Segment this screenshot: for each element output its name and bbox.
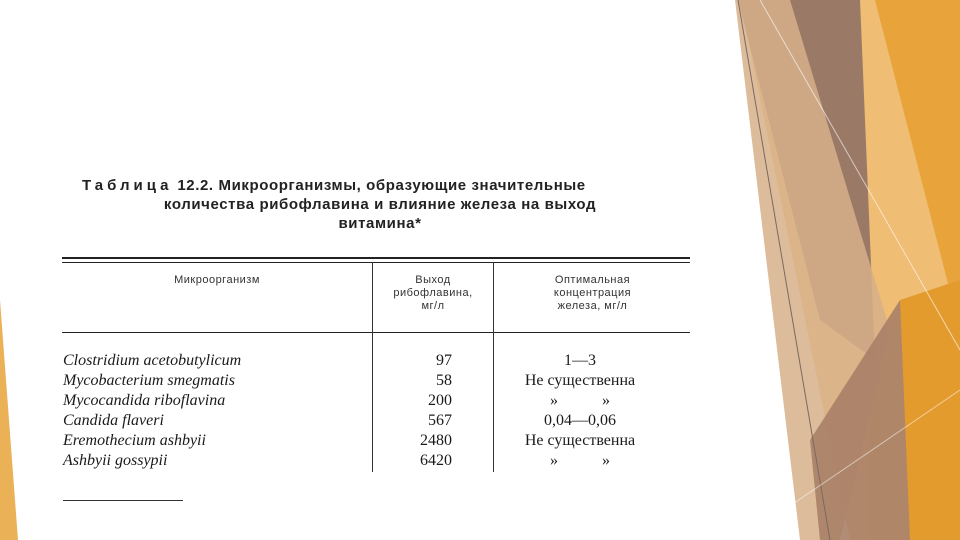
- row-organism: Ashbyii gossypii: [63, 452, 168, 469]
- caption-line-1: [60, 176, 700, 195]
- row-yield: 97: [436, 352, 452, 369]
- row-iron: 1—3: [564, 352, 596, 369]
- row-yield: 58: [436, 372, 452, 389]
- header-yield: [374, 274, 492, 313]
- caption-lead: Таблица: [82, 177, 173, 194]
- row-iron: » »: [550, 452, 610, 469]
- row-organism: Candida flaveri: [63, 412, 164, 429]
- header-yield-line-2: рибофлавина,: [393, 287, 473, 299]
- table-top-rule-thin: [62, 262, 690, 263]
- caption-number: 12.2.: [177, 177, 214, 194]
- row-iron: Не существенна: [524, 372, 636, 389]
- row-iron: Не существенна: [524, 432, 636, 449]
- column-divider-2: [493, 262, 494, 472]
- row-organism: Mycocandida riboflavina: [63, 392, 226, 409]
- caption-line-2: количества рибофлавина и влияние железа на выход: [163, 196, 597, 213]
- row-yield: 6420: [420, 452, 452, 469]
- row-iron: » »: [550, 392, 610, 409]
- table-top-rule: [62, 257, 690, 259]
- table-caption: [60, 176, 700, 233]
- header-yield-line-1: Выход: [415, 274, 451, 286]
- footnote-rule: [63, 500, 183, 501]
- caption-text-1: Микроорганизмы, образующие значительные: [218, 177, 586, 194]
- caption-line-3: витамина*: [338, 215, 422, 232]
- header-organism: [62, 274, 372, 287]
- row-organism: Clostridium acetobutylicum: [63, 352, 242, 369]
- header-yield-line-3: мг/л: [421, 300, 445, 312]
- header-iron-line-1: Оптимальная: [554, 274, 631, 286]
- header-iron-line-2: концентрация: [553, 287, 632, 299]
- header-iron-line-3: железа, мг/л: [557, 300, 628, 312]
- row-yield: 2480: [420, 432, 452, 449]
- header-iron: [495, 274, 690, 313]
- left-edge-decor: [0, 300, 18, 540]
- header-organism-label: Микроорганизм: [174, 274, 260, 286]
- row-yield: 567: [428, 412, 452, 429]
- row-iron: 0,04—0,06: [544, 412, 616, 429]
- row-yield: 200: [428, 392, 452, 409]
- table-header-rule: [62, 332, 690, 333]
- column-divider-1: [372, 262, 373, 472]
- row-organism: Eremothecium ashbyii: [63, 432, 206, 449]
- row-organism: Mycobacterium smegmatis: [63, 372, 235, 389]
